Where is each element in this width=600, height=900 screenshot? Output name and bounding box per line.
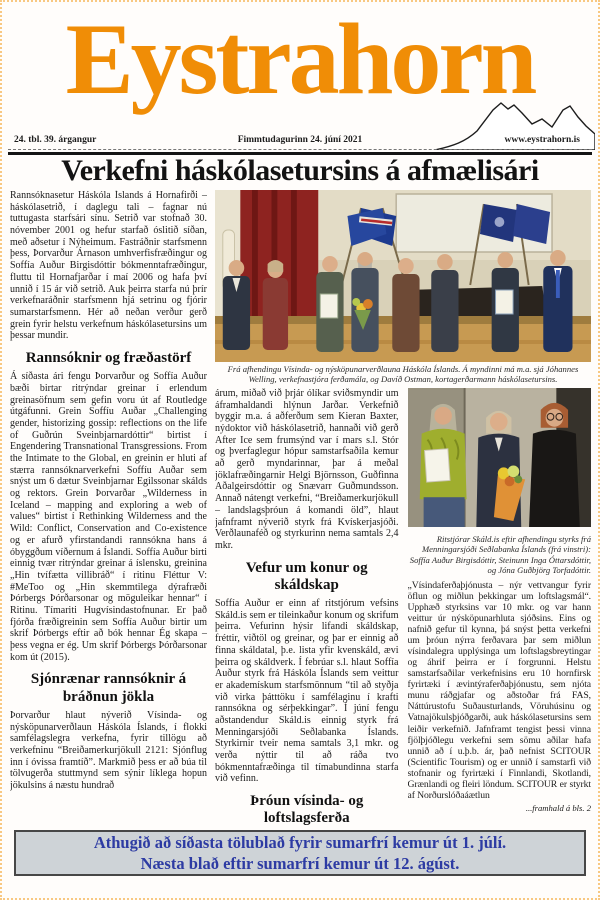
columns-2-3	[215, 388, 591, 830]
photo-award-ceremony	[215, 190, 591, 362]
issue-number: 24. tbl. 39. árgangur	[14, 135, 97, 145]
main-headline: Verkefni háskólasetursins á afmælisári	[61, 154, 539, 187]
intro-paragraph: Rannsóknasetur Háskóla Íslands á Hornafirði – háskólasetrið, í daglegu tali – fagnar nú tuttugasta starfsári sínu. Setrið var stofnað 30. nóvember 2001 og hefur starfað óslitið síðan, með aðsetur í Nýheimum. Fastráðnir starfsmenn þess, Þorvarður Árnason umhverfisfræðingur og Soffía Auður Birgisdóttir bókmenntafræðingur, fluttu til Hornafjarðar í maí 2006 og hafa því unnið í 15 ár við setrið. Auk þeirra starfa nú þrír verkefnaráðnir starfsmenn hjá setrinu og fjórir sumarstarfsmenn. Hér að neðan verður gerð grein fyrir helstu verkefnum háskólasetursins um þessar mundir.	[10, 190, 207, 342]
continued-on-page-note: ...framhald á bls. 2	[525, 802, 591, 813]
photo-skald-editors	[408, 388, 592, 527]
column-1	[10, 190, 207, 830]
banner-line-2: Næsta blað eftir sumarfrí kemur út 12. ágúst.	[140, 854, 460, 873]
website-link[interactable]: www.eystrahorn.is	[504, 135, 580, 145]
issue-info-row	[14, 135, 586, 149]
section-heading-web: Vefur um konur og skáldskap	[245, 559, 368, 593]
masthead-title: Eystrahorn	[65, 3, 535, 116]
column-3	[408, 388, 592, 830]
right-region	[215, 190, 591, 830]
climate-body-paragraph: „Vísindaferðaþjónusta – nýr vettvangur fyrir öflun og miðlun þekkingar um loftslagsmál“. Upphæð styrksins var 10 mkr. og var hann veittur úr nýsköpunarhluta sjóðsins. Eins og nafnið gefur til kynna, þá snýst þetta verkefni um þróun nýrra ferðavara þar sem miðlun vísindalegra upplýsinga um loftslagsbreytingar og áhrif þeirra er í forgrunni. Helstu samstarfsaðilar verkefnisins eru 10 hornfirsk fyrirtæki í ævintýraferðaþjónustu, sem njóta munu ráðgjafar og aðstoðar frá FAS, Náttúrustofu Suðausturlands, Vöruhúsinu og Vatnajökulsþjóðgarði, auk háskólasetursins sem leiðir verkefnið. Jafnframt tengist þessi vinna fjölþjóðlegu verkefni sem sömu aðilar hafa unnið að í u.þ.b. ár, það nefnist SCITOUR (Scientific Tourism) og er unnið í samstarfi við stofnanir og fyrirtæki í Finnlandi, Skotlandi, Grænlandi og fleiri löndum. SCITOUR er styrkt af Norðurslóðaáætlun	[407, 579, 591, 801]
research-paragraph: Á síðasta ári fengu Þorvarður og Soffía Auður bæði birtar ritrýndar greinar í erlendum greinasöfnum sem gefin voru út af Routledge útgáfunni. Grein Soffíu Auðar „Challenging gender, historizing gossip: reflections on the life of Guðrún Sveinbjarnardóttir“ birtist í Engendering Transnational Transgressions. From the Intimate to the Global, en greinin er hluti af stærra rannsóknarverkefni Soffíu Auðar sem snýst um 6 dætur Sveinbjarnar Egilssonar skálds og rektors. Grein Þorvarðar „Wilderness in Iceland – mapping and exploring a web of values“ birtist í Rethinking Wilderness and the Wild: Conflict, Conservation and Co-existence og er afurð yfirstandandi rannsókna hans á óbyggðum víðernum á Íslandi. Soffía Auður birti einnig tvær ritrýndar greinar á íslensku, greinina „Hin tvífætta villibráð“ í ritinu Fléttur V: #MeToo og „Hin skemmtilega dýrafræði Þórbergs Þórðarsonar og möguleikar hennar“ í Ritinu. Tímariti Hugvísindastofnunar. Er það fjórða fræðigreinin sem Soffía Auður birtir um skrif Þórbergs eftir að bók hennar Ég skapa – þess vegna er ég. Um skrif Þórbergs Þórðarsonar kom út (2015).	[10, 371, 207, 663]
section-heading-climate: Þróun vísinda- og loftslagsferða	[250, 793, 364, 827]
issue-date: Fimmtudagurinn 24. júní 2021	[237, 135, 363, 145]
article-columns	[10, 190, 591, 830]
photo2-caption: Ritstjórar Skáld.is eftir afhendingu styrks frá Menningarsjóði Seðlabanka Íslands (frá vinstri): Soffía Auður Birgisdóttir, Steinunn Inga Óttarsdóttir, og Jóna Guðbjörg Torfadóttir.	[409, 533, 591, 576]
banner-line-1: Athugið að síðasta tölublað fyrir sumarfrí kemur út 1. júlí.	[93, 832, 507, 852]
glacier-continuation-paragraph: árum, miðað við þrjár ólíkar sviðsmyndir um áframhaldandi hlýnun Jarðar. Verkefnið byggir m.a. á aðferðum sem Kieran Baxter, nýdoktor við háskólasetrið, hannaði við gerð After Ice sem frumsýnd var í mars s.l. Stór og þverfaglegur hópur samstarfsaðila kemur að gerð myndarinnar, þar á meðal jöklafræðingarnir Helgi Björnsson, Guðfinna Aðalgeirsdóttir og Snævarr Guðmundsson. Annað nátengt verkefni, “Breiðamerkurjökull – landslagsþróun á komandi öld”, hlaut jafnframt nýverið styrk frá Kvískerjasjóði. Verðlaunaféð og styrkurinn nema samtals 2,4 mkr.	[215, 387, 399, 551]
header-dotted-rule	[8, 149, 592, 150]
photo1-caption: Frá afhendingu Vísinda- og nýsköpunarverðlauna Háskóla Íslands. Á myndinni má m.a. sjá Jóhannes Welling, verkefnastjóra ferðamála, og Davíð Ostman, kortagerðarmann háskólasetursins.	[227, 364, 579, 385]
glacier-paragraph: Þorvarður hlaut nýverið Vísinda- og nýsköpunarverðlaun Háskóla Íslands, í flokki samfélagslegra verkefna, fyrir tillögu að verkefninu “Breiðamerkurjökull 2121: Sjónflug inn í óvissa framtíð”. Markmið þess er að búa til tölvugerða stuttmynd sem sýnir líklega hopun jökulsins á næstu hundrað	[10, 709, 207, 791]
web-paragraph: Soffía Auður er einn af ritstjórum vefsins Skáld.is sem er tileinkaður konum og skrifum þeirra. Vefurinn hýsir lifandi skáldskap, fréttir, viðtöl og greinar, og þar er einnig að finna skáldatal, þ.e. lista yfir kvenskáld, ævi þeirra og skáldverk. Í febrúar s.l. hlaut Soffía Auður styrk frá Háskóla Íslands sem veittur er akademískum starfsmönnum “til að styðja við virka þátttöku í samfélaginu í krafti rannsókna og sérþekkingar”. Í júní fengu aðstandendur Skáld.is einnig styrk frá Menningarsjóði Seðlabanka Íslands. Styrkirnir tveir nema samtals 3,1 mkr. og verða nýttir til að ráða tvo bókmenntafræðinga til tímabundinna starfa við vefinn.	[215, 598, 399, 785]
summer-break-notice-banner	[14, 830, 586, 876]
section-heading-glacier: Sjónrænar rannsóknir á bráðnun jökla	[30, 671, 187, 705]
section-heading-research: Rannsóknir og fræðastörf	[25, 349, 192, 366]
column-2	[215, 388, 399, 830]
